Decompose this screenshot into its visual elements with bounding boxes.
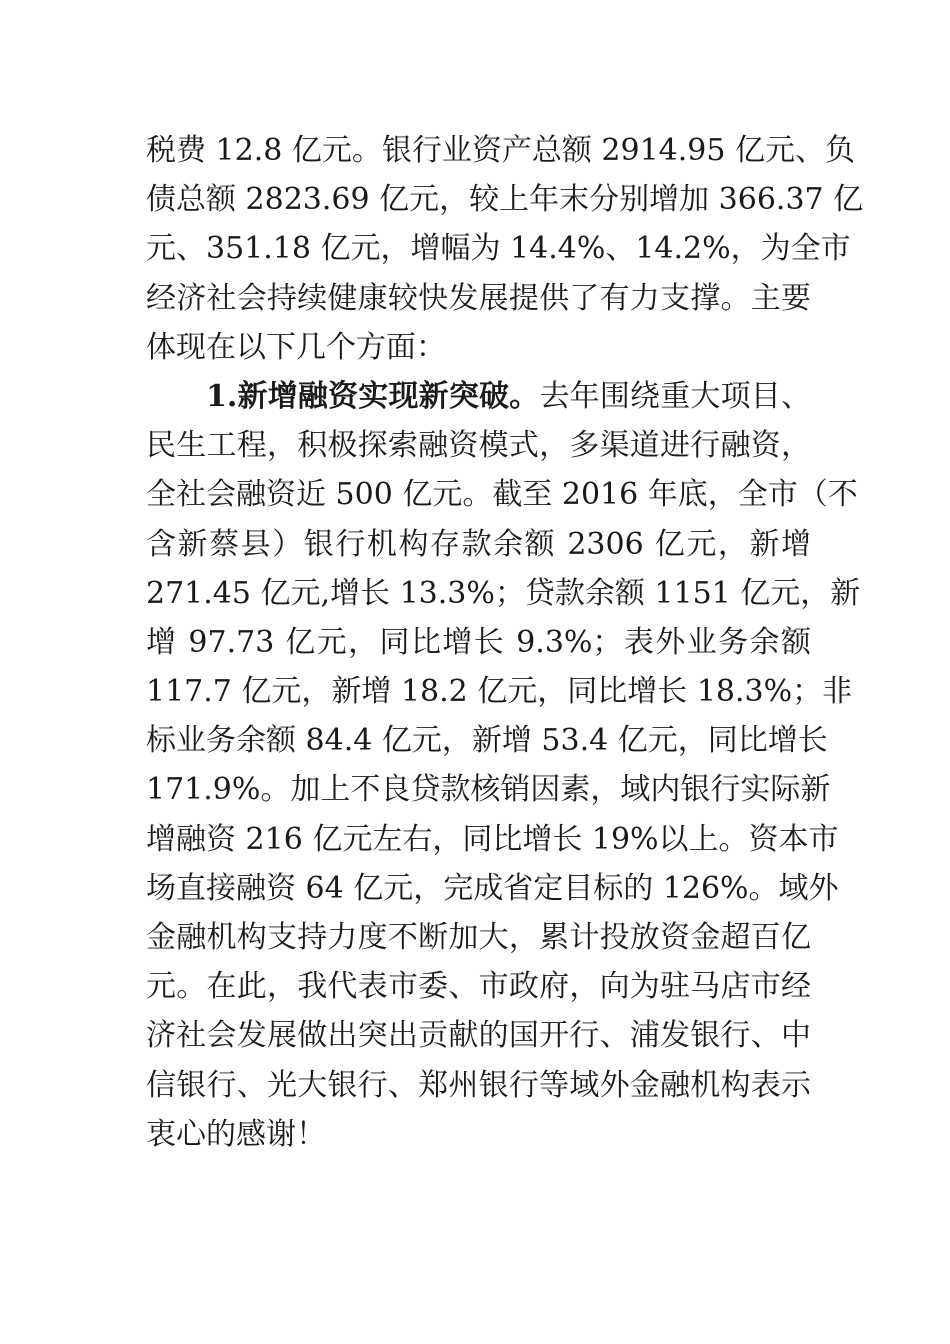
text-line: 全社会融资近 500 亿元。截至 2016 年底，全市（不 <box>146 477 858 513</box>
text-line: 271.45 亿元,增长 13.3%；贷款余额 1151 亿元，新 <box>146 575 861 611</box>
text-line: 增融资 216 亿元左右，同比增长 19%以上。资本市 <box>146 821 839 857</box>
text-line: 元。在此，我代表市委、市政府，向为驻马店市经 <box>146 969 811 1005</box>
text-line: 税费 12.8 亿元。银行业资产总额 2914.95 亿元、负 <box>146 133 855 168</box>
section-first-line <box>146 372 811 421</box>
text-line: 经济社会持续健康较快发展提供了有力支撑。主要 <box>146 280 811 316</box>
text-line: 民生工程，积极探索融资模式，多渠道进行融资， <box>146 428 811 464</box>
text-line: 标业务余额 84.4 亿元，新增 53.4 亿元，同比增长 <box>146 723 828 759</box>
section-first-line-text: 去年围绕重大项目、 <box>539 378 811 414</box>
body-text <box>146 126 864 1159</box>
text-line: 济社会发展做出突出贡献的国开行、浦发银行、中 <box>146 1018 811 1054</box>
text-line: 金融机构支持力度不断加大，累计投放资金超百亿 <box>146 920 811 955</box>
text-line: 元、351.18 亿元，增幅为 14.4%、14.2%，为全市 <box>146 231 851 267</box>
text-line: 117.7 亿元，新增 18.2 亿元，同比增长 18.3%；非 <box>146 674 853 710</box>
text-line: 衷心的感谢！ <box>146 1116 326 1152</box>
text-line: 信银行、光大银行、郑州银行等域外金融机构表示 <box>146 1067 811 1103</box>
text-line: 171.9%。加上不良贷款核销因素，域内银行实际新 <box>146 772 831 808</box>
text-line: 含新蔡县）银行机构存款余额 2306 亿元，新增 <box>146 526 811 562</box>
text-line: 债总额 2823.69 亿元，较上年末分别增加 366.37 亿 <box>146 182 864 218</box>
text-line: 增 97.73 亿元，同比增长 9.3%；表外业务余额 <box>146 624 811 660</box>
text-line: 场直接融资 64 亿元，完成省定目标的 126%。域外 <box>146 870 839 906</box>
section-heading: 1.新增融资实现新突破。 <box>206 378 540 414</box>
text-line: 体现在以下几个方面： <box>146 329 446 365</box>
